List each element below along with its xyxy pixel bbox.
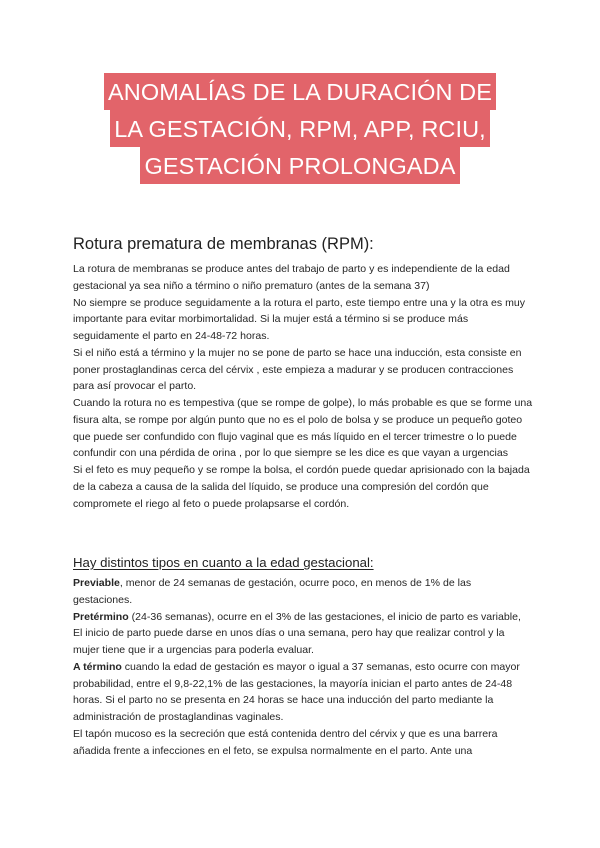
type-item-a-termino	[73, 659, 533, 726]
paragraph: La rotura de membranas se produce antes del trabajo de parto y es independiente de la edad gestacional ya sea niño a término o niño prematuro (antes de la semana 37)	[73, 263, 510, 292]
types-body	[73, 575, 533, 759]
term-description: (24-36 semanas), ocurre en el 3% de las gestaciones, el inicio de parto es variable, El inicio de parto puede darse en unos días o una semana, pero hay que realizar control y la mujer tiene que ir a urgencias para poderla evaluar.	[73, 610, 521, 656]
term-description: , menor de 24 semanas de gestación, ocurre poco, en menos de 1% de las gestaciones.	[73, 577, 472, 606]
section-heading-types: Hay distintos tipos en cuanto a la edad gestacional:	[73, 555, 374, 570]
document-title	[0, 73, 600, 184]
term-label: Pretérmino	[73, 610, 129, 623]
title-line: ANOMALÍAS DE LA DURACIÓN DE	[104, 73, 496, 110]
section-heading-rpm: Rotura prematura de membranas (RPM):	[73, 235, 374, 253]
paragraph: El tapón mucoso es la secreción que está contenida dentro del cérvix y que es una barrera añadida frente a infecciones en el feto, se expulsa normalmente en el parto. Ante una	[73, 727, 498, 757]
term-label: Previable	[73, 577, 120, 589]
term-description: cuando la edad de gestación es mayor o igual a 37 semanas, esto ocurre con mayor probabilidad, entre el 9,8-22,1% de las gestaciones, la mayoría inician el parto antes de 24-48 horas. Si el parto no se presenta en 24 horas se hace una inducción del parto mediante la administración de prostaglandinas vaginales.	[73, 660, 520, 723]
type-item-previable	[73, 575, 533, 609]
title-line: LA GESTACIÓN, RPM, APP, RCIU,	[110, 110, 490, 147]
title-line: GESTACIÓN PROLONGADA	[140, 147, 459, 184]
paragraph: Cuando la rotura no es tempestiva (que se rompe de golpe), lo más probable es que se forme una fisura alta, se rompe por algún punto que no es el polo de bolsa y se produce un pequeño goteo que puede ser confundido con flujo vaginal que es más líquido en el tercer trimestre o lo puede confundir con una pérdida de orina , por lo que siempre se les dice es que vayan a urgencias	[73, 397, 533, 460]
paragraph: Si el niño está a término y la mujer no se pone de parto se hace una inducción, esta consiste en poner prostaglandinas cerca del cérvix , este empieza a madurar y se producen contracciones para así provocar el parto.	[73, 346, 522, 393]
term-label: A término	[73, 660, 122, 673]
rpm-body	[73, 261, 533, 512]
paragraph: No siempre se produce seguidamente a la rotura el parto, este tiempo entre una y la otra es muy importante para evitar morbimortalidad. Si la mujer está a término si se produce más seguidamente el parto en 24-48-72 horas.	[73, 296, 526, 342]
type-item-pretermino	[73, 609, 533, 659]
paragraph: Si el feto es muy pequeño y se rompe la bolsa, el cordón puede quedar aprisionado con la bajada de la cabeza a causa de la salida del líquido, se produce una compresión del cordón que compromete el riego al feto o puede prolapsarse el cordón.	[73, 464, 530, 510]
